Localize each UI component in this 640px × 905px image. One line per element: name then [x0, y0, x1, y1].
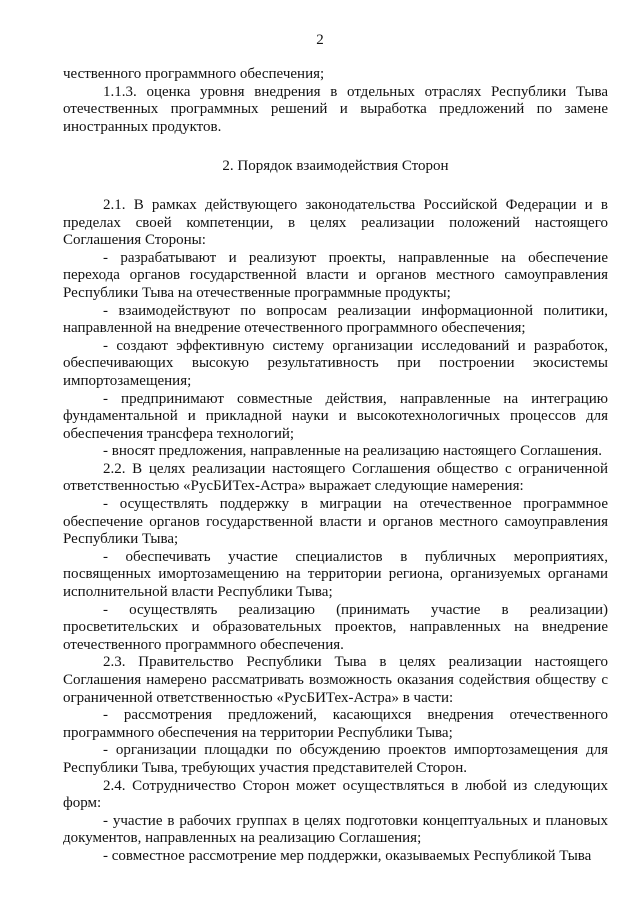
- list-item: - создают эффективную систему организации исследований и разработок, обеспечивающих высокую результативность при построении экосистемы импортозамещения;: [63, 337, 608, 389]
- list-item: - предпринимают совместные действия, направленные на интеграцию фундаментальной и прикладной науки и высокотехнологичных процессов для обеспечения трансфера технологий;: [63, 390, 608, 442]
- paragraph: 2.3. Правительство Республики Тыва в целях реализации настоящего Соглашения намерено рассматривать возможность оказания содействия обществу с ограниченной ответственностью «РусБИТех-Астра» в части:: [63, 654, 608, 706]
- section-title: 2. Порядок взаимодействия Сторон: [222, 158, 449, 175]
- list-item: - обеспечивать участие специалистов в публичных мероприятиях, посвященных имортозамещению на территории региона, организуемых органами исполнительной власти Республики Тыва;: [63, 548, 608, 601]
- paragraph: 1.1.3. оценка уровня внедрения в отдельных отраслях Республики Тыва отечественных программных решений и выработка предложений по замене иностранных продуктов.: [63, 83, 608, 135]
- paragraph: 2.1. В рамках действующего законодательства Российской Федерации и в пределах своей компетенции, в целях реализации положений настоящего Соглашения Стороны:: [63, 196, 608, 249]
- list-item: - взаимодействуют по вопросам реализации информационной политики, направленной на внедрение отечественного программного обеспечения;: [63, 302, 608, 337]
- list-item: - вносят предложения, направленные на реализацию настоящего Соглашения.: [103, 443, 603, 460]
- paragraph: чественного программного обеспечения;: [63, 66, 325, 82]
- list-item: - осуществлять поддержку в миграции на отечественное программное обеспечение органов государственной власти и органов местного самоуправления Республики Тыва;: [63, 496, 608, 548]
- list-item: - осуществлять реализацию (принимать участие в реализации) просветительских и образовательных проектов, направленных на внедрение отечественного программного обеспечения.: [63, 601, 608, 653]
- list-item: - разрабатывают и реализуют проекты, направленные на обеспечение перехода органов государственной власти и органов местного самоуправления Республики Тыва на отечественные программные продукты;: [63, 249, 608, 301]
- page-number: 2: [316, 32, 324, 48]
- document-body: [63, 66, 608, 866]
- list-item: - рассмотрения предложений, касающихся внедрения отечественного программного обеспечения на территории Республики Тыва;: [63, 707, 608, 741]
- paragraph: 2.2. В целях реализации настоящего Соглашения общество с ограниченной ответственностью «РусБИТех-Астра» выражает следующие намерения:: [63, 460, 608, 495]
- list-item: - организации площадки по обсуждению проектов импортозамещения для Республики Тыва, требующих участия представителей Сторон.: [63, 742, 608, 776]
- list-item: - совместное рассмотрение мер поддержки, оказываемых Республикой Тыва: [103, 847, 592, 864]
- paragraph: 2.4. Сотрудничество Сторон может осуществляться в любой из следующих форм:: [63, 777, 608, 812]
- list-item: - участие в рабочих группах в целях подготовки концептуальных и плановых документов, направленных на реализацию Соглашения;: [63, 812, 608, 847]
